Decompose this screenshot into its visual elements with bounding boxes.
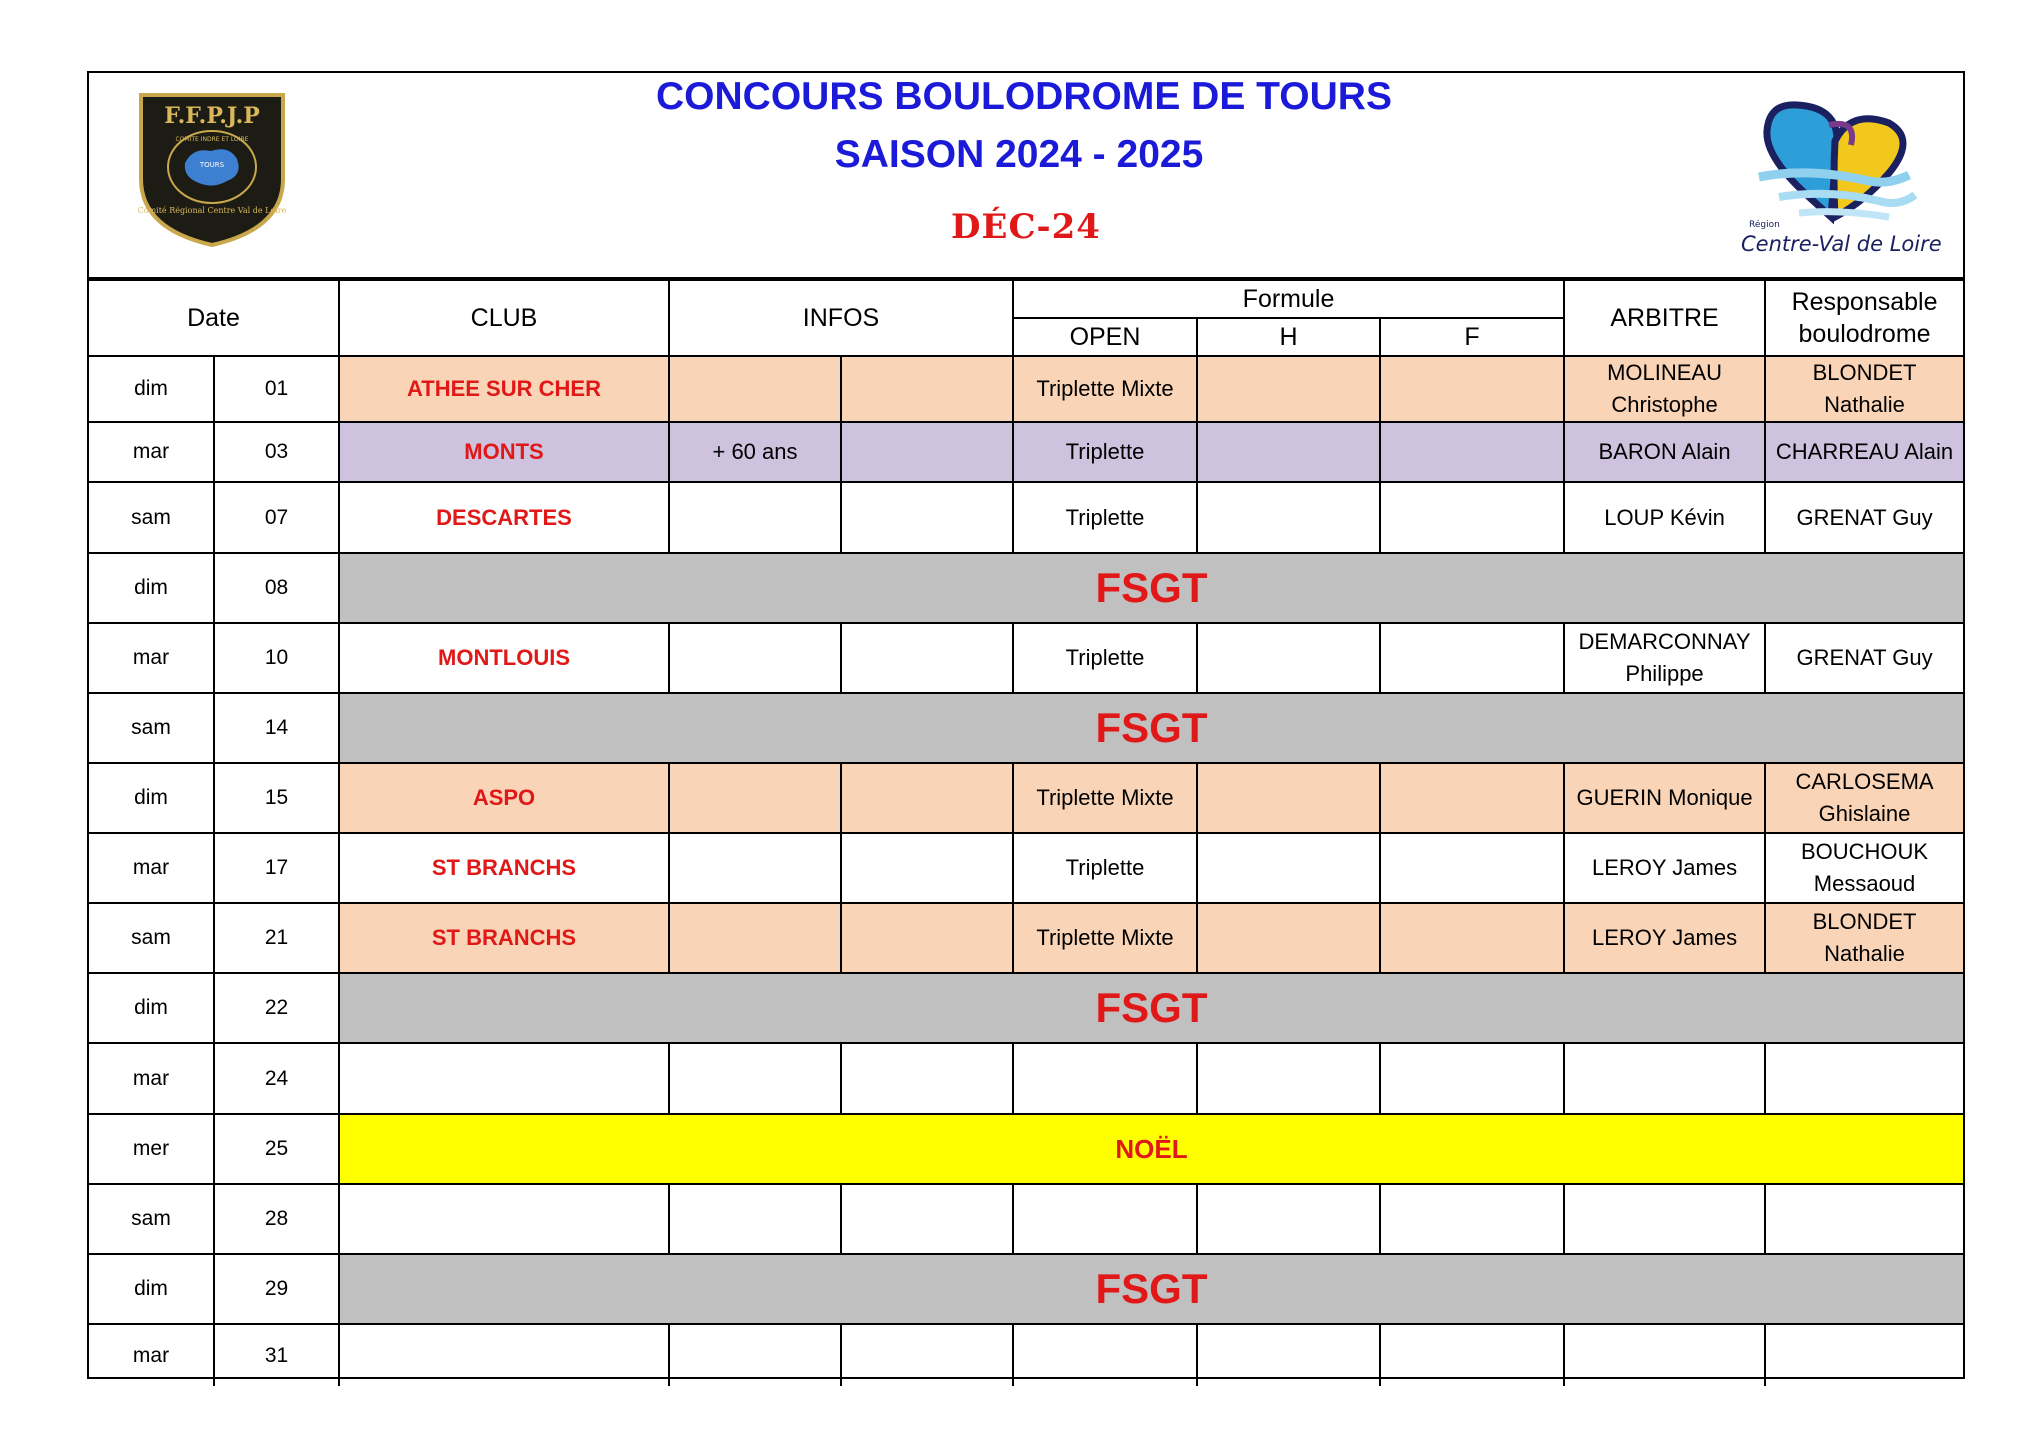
row-resp-line2: Nathalie [1824, 941, 1905, 966]
fsgt-banner: FSGT [339, 973, 1963, 1043]
row-day: mer [89, 1114, 214, 1184]
row-f [1380, 422, 1564, 482]
row-date: 28 [214, 1184, 339, 1254]
schedule-sheet [87, 71, 1965, 1379]
row-date: 25 [214, 1114, 339, 1184]
row-f [1380, 1043, 1564, 1114]
table-row [89, 693, 1963, 763]
row-club: ASPO [339, 763, 669, 833]
row-infos [669, 1043, 841, 1114]
row-h [1197, 1043, 1380, 1114]
row-day: dim [89, 356, 214, 422]
row-arbitre-line2: Christophe [1611, 392, 1718, 417]
crest-ring: COMITE INDRE ET LOIRE [175, 136, 249, 143]
row-arbitre [1564, 422, 1765, 482]
table-row [89, 833, 1963, 903]
row-infos-extra [841, 482, 1013, 553]
row-arbitre-line1: BARON Alain [1598, 439, 1731, 464]
holiday-banner: NOËL [339, 1114, 1963, 1184]
row-f [1380, 903, 1564, 973]
fsgt-banner: FSGT [339, 553, 1963, 623]
header-h: H [1197, 318, 1380, 356]
row-date: 14 [214, 693, 339, 763]
row-club: MONTS [339, 422, 669, 482]
row-responsable [1765, 1324, 1963, 1386]
row-open [1013, 1184, 1197, 1254]
row-date: 08 [214, 553, 339, 623]
header-club: CLUB [339, 280, 669, 356]
row-arbitre-line1: DEMARCONNAY [1578, 629, 1751, 654]
region-centre-val-de-loire-logo-icon [1739, 97, 1949, 267]
row-day: mar [89, 623, 214, 693]
row-h [1197, 833, 1380, 903]
row-arbitre [1564, 356, 1765, 422]
header-infos: INFOS [669, 280, 1013, 356]
row-resp-line1: CARLOSEMA [1795, 769, 1934, 794]
row-resp-line1: BOUCHOUK [1800, 839, 1929, 864]
row-open [1013, 1043, 1197, 1114]
row-arbitre-line2: Philippe [1625, 661, 1704, 686]
row-f [1380, 833, 1564, 903]
header-responsable [1765, 280, 1963, 356]
row-date: 29 [214, 1254, 339, 1324]
row-resp-line1: BLONDET [1812, 360, 1917, 385]
season-title: SAISON 2024 - 2025 [834, 133, 1204, 176]
row-arbitre-line1: LEROY James [1591, 925, 1738, 950]
row-infos [669, 356, 841, 422]
row-date: 22 [214, 973, 339, 1043]
row-open: Triplette [1013, 833, 1197, 903]
row-infos [669, 482, 841, 553]
row-day: dim [89, 763, 214, 833]
row-responsable [1765, 356, 1963, 422]
row-f [1380, 763, 1564, 833]
row-infos-extra [841, 623, 1013, 693]
row-arbitre [1564, 833, 1765, 903]
row-responsable [1765, 482, 1963, 553]
row-date: 07 [214, 482, 339, 553]
row-arbitre [1564, 903, 1765, 973]
header-date: Date [89, 280, 339, 356]
row-infos [669, 623, 841, 693]
row-day: dim [89, 553, 214, 623]
row-infos-extra [841, 422, 1013, 482]
row-date: 31 [214, 1324, 339, 1386]
table-row [89, 482, 1963, 553]
row-infos-extra [841, 1184, 1013, 1254]
table-row [89, 623, 1963, 693]
row-h [1197, 1324, 1380, 1386]
row-date: 17 [214, 833, 339, 903]
region-label: Centre-Val de Loire [1741, 232, 1942, 256]
row-club: ATHEE SUR CHER [339, 356, 669, 422]
row-f [1380, 1184, 1564, 1254]
row-resp-line1: CHARREAU Alain [1775, 439, 1954, 464]
header-responsable-line1: Responsable [1791, 288, 1938, 316]
row-h [1197, 356, 1380, 422]
header-arbitre: ARBITRE [1564, 280, 1765, 356]
row-resp-line2: Nathalie [1824, 392, 1905, 417]
header-responsable-line2: boulodrome [1798, 320, 1931, 348]
row-open: Triplette [1013, 623, 1197, 693]
row-date: 01 [214, 356, 339, 422]
month-label: DÉC-24 [951, 207, 1101, 247]
row-day: sam [89, 1184, 214, 1254]
row-day: mar [89, 1043, 214, 1114]
row-open [1013, 1324, 1197, 1386]
row-infos: + 60 ans [669, 422, 841, 482]
region-small-label: Région [1749, 220, 1780, 230]
table-row [89, 903, 1963, 973]
row-responsable [1765, 422, 1963, 482]
crest-bottom: Comité Régional Centre Val de Loire [137, 206, 287, 215]
row-arbitre [1564, 1324, 1765, 1386]
row-date: 03 [214, 422, 339, 482]
row-infos-extra [841, 1324, 1013, 1386]
sheet-header [89, 73, 1963, 279]
row-arbitre [1564, 482, 1765, 553]
schedule-table [89, 279, 1963, 1377]
row-responsable [1765, 1043, 1963, 1114]
table-row [89, 553, 1963, 623]
row-arbitre [1564, 623, 1765, 693]
row-open: Triplette [1013, 482, 1197, 553]
row-arbitre-line1: MOLINEAU [1607, 360, 1722, 385]
row-date: 21 [214, 903, 339, 973]
row-club: ST BRANCHS [339, 833, 669, 903]
row-f [1380, 356, 1564, 422]
row-infos [669, 903, 841, 973]
row-responsable [1765, 833, 1963, 903]
row-day: mar [89, 1324, 214, 1386]
row-responsable [1765, 1184, 1963, 1254]
row-h [1197, 482, 1380, 553]
row-arbitre [1564, 1184, 1765, 1254]
row-day: sam [89, 693, 214, 763]
row-f [1380, 623, 1564, 693]
row-responsable [1765, 763, 1963, 833]
row-day: sam [89, 482, 214, 553]
row-infos-extra [841, 763, 1013, 833]
row-infos-extra [841, 1043, 1013, 1114]
row-arbitre-line1: LEROY James [1591, 855, 1738, 880]
row-open: Triplette [1013, 422, 1197, 482]
table-row [89, 1184, 1963, 1254]
row-h [1197, 422, 1380, 482]
table-row [89, 356, 1963, 422]
header-open: OPEN [1013, 318, 1197, 356]
row-f [1380, 1324, 1564, 1386]
table-row [89, 973, 1963, 1043]
row-infos-extra [841, 833, 1013, 903]
row-date: 15 [214, 763, 339, 833]
row-h [1197, 623, 1380, 693]
row-infos-extra [841, 356, 1013, 422]
row-infos [669, 1324, 841, 1386]
row-date: 10 [214, 623, 339, 693]
row-arbitre-line1: LOUP Kévin [1604, 504, 1725, 530]
row-day: mar [89, 422, 214, 482]
table-row [89, 422, 1963, 482]
fsgt-banner: FSGT [339, 1254, 1963, 1324]
row-responsable [1765, 903, 1963, 973]
row-h [1197, 1184, 1380, 1254]
row-club: ST BRANCHS [339, 903, 669, 973]
row-infos [669, 1184, 841, 1254]
row-arbitre [1564, 1043, 1765, 1114]
row-day: dim [89, 1254, 214, 1324]
fsgt-banner: FSGT [339, 693, 1963, 763]
table-row [89, 763, 1963, 833]
table-row [89, 1324, 1963, 1386]
row-club [339, 1043, 669, 1114]
table-row [89, 1254, 1963, 1324]
row-club: DESCARTES [339, 482, 669, 553]
row-infos [669, 833, 841, 903]
row-club [339, 1324, 669, 1386]
row-club [339, 1184, 669, 1254]
row-responsable [1765, 623, 1963, 693]
crest-center: TOURS [199, 161, 225, 169]
row-infos [669, 763, 841, 833]
row-f [1380, 482, 1564, 553]
row-h [1197, 763, 1380, 833]
row-infos-extra [841, 903, 1013, 973]
row-resp-line1: GRENAT Guy [1796, 504, 1933, 530]
crest-title: F.F.P.J.P [164, 103, 260, 129]
row-open: Triplette Mixte [1013, 763, 1197, 833]
row-arbitre [1564, 763, 1765, 833]
row-day: sam [89, 903, 214, 973]
page-title: CONCOURS BOULODROME DE TOURS [656, 75, 1392, 118]
row-club: MONTLOUIS [339, 623, 669, 693]
row-resp-line2: Ghislaine [1818, 801, 1911, 826]
row-h [1197, 903, 1380, 973]
header-formule: Formule [1013, 280, 1564, 318]
row-open: Triplette Mixte [1013, 356, 1197, 422]
row-date: 24 [214, 1043, 339, 1114]
row-arbitre-line1: GUERIN Monique [1576, 785, 1753, 810]
row-day: mar [89, 833, 214, 903]
table-row [89, 1043, 1963, 1114]
row-day: dim [89, 973, 214, 1043]
table-row [89, 1114, 1963, 1184]
row-resp-line1: BLONDET [1812, 909, 1917, 934]
header-f: F [1380, 318, 1564, 356]
row-open: Triplette Mixte [1013, 903, 1197, 973]
row-resp-line1: GRENAT Guy [1796, 645, 1933, 670]
row-resp-line2: Messaoud [1813, 871, 1916, 896]
